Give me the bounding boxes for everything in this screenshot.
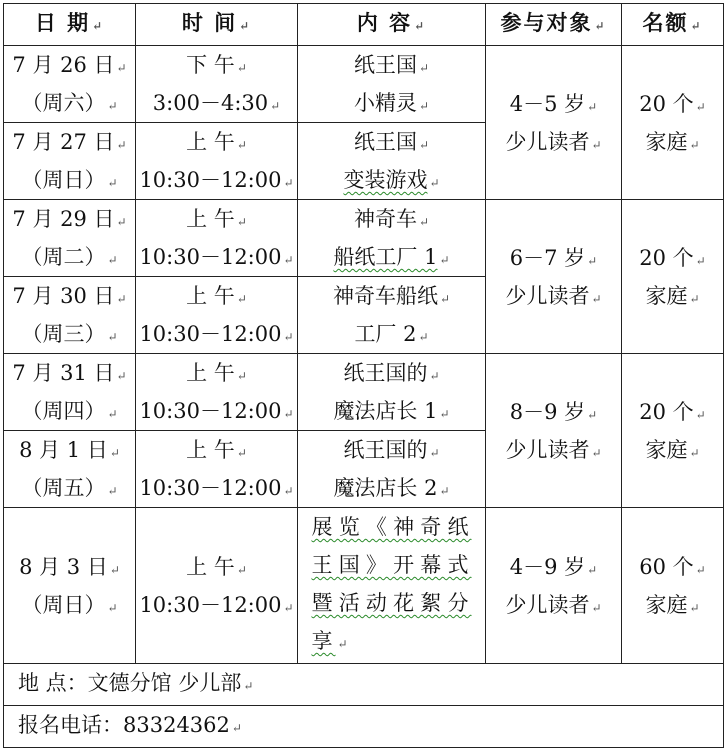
- header-row: [4, 4, 724, 46]
- header-content: 内 容 ↵: [298, 4, 486, 46]
- table-row: [4, 508, 724, 664]
- content-cell: 纸王国 ↵ 变装游戏 ↵: [298, 123, 486, 200]
- location-row: [4, 664, 724, 706]
- content-cell: 神奇车 ↵ 船纸工厂 1 ↵: [298, 200, 486, 277]
- date-cell: 7 月 30 日 ↵ （周三） ↵: [4, 277, 136, 354]
- date-cell: 7 月 31 日 ↵ （周四） ↵: [4, 354, 136, 431]
- table-row: [4, 200, 724, 277]
- audience-cell: 4－9 岁 ↵ 少儿读者 ↵: [486, 508, 622, 664]
- header-audience: 参与对象 ↵: [486, 4, 622, 46]
- time-cell: 上 午 ↵ 10:30－12:00 ↵: [136, 354, 298, 431]
- time-cell: 下 午 ↵ 3:00－4:30 ↵: [136, 46, 298, 123]
- content-cell: 神奇车船纸 ↵ 工厂 2 ↵: [298, 277, 486, 354]
- time-cell: 上 午 ↵ 10:30－12:00 ↵: [136, 508, 298, 664]
- date-cell: 7 月 26 日 ↵ （周六） ↵: [4, 46, 136, 123]
- header-date: 日 期 ↵: [4, 4, 136, 46]
- time-cell: 上 午 ↵ 10:30－12:00 ↵: [136, 277, 298, 354]
- phone-cell: 报名电话：83324362 ↵: [4, 706, 724, 748]
- content-cell: 纸王国的 ↵ 魔法店长 1 ↵: [298, 354, 486, 431]
- time-cell: 上 午 ↵ 10:30－12:00 ↵: [136, 431, 298, 508]
- date-cell: 7 月 29 日 ↵ （周二） ↵: [4, 200, 136, 277]
- audience-cell: 6－7 岁 ↵ 少儿读者 ↵: [486, 200, 622, 354]
- date-cell: 8 月 3 日 ↵ （周日） ↵: [4, 508, 136, 664]
- time-cell: 上 午 ↵ 10:30－12:00 ↵: [136, 123, 298, 200]
- table-row: [4, 354, 724, 431]
- audience-cell: 4－5 岁 ↵ 少儿读者 ↵: [486, 46, 622, 200]
- date-cell: 8 月 1 日 ↵ （周五） ↵: [4, 431, 136, 508]
- quota-cell: 20 个 ↵ 家庭 ↵: [622, 46, 724, 200]
- table-row: [4, 46, 724, 123]
- quota-cell: 20 个 ↵ 家庭 ↵: [622, 354, 724, 508]
- time-cell: 上 午 ↵ 10:30－12:00 ↵: [136, 200, 298, 277]
- phone-row: [4, 706, 724, 748]
- quota-cell: 20 个 ↵ 家庭 ↵: [622, 200, 724, 354]
- content-cell: 纸王国 ↵ 小精灵 ↵: [298, 46, 486, 123]
- location-cell: 地 点：文德分馆 少儿部 ↵: [4, 664, 724, 706]
- header-time: 时 间 ↵: [136, 4, 298, 46]
- header-quota: 名额 ↵: [622, 4, 724, 46]
- quota-cell: 60 个 ↵ 家庭 ↵: [622, 508, 724, 664]
- date-cell: 7 月 27 日 ↵ （周日） ↵: [4, 123, 136, 200]
- content-cell: 纸王国的 ↵ 魔法店长 2 ↵: [298, 431, 486, 508]
- activity-schedule-table: [3, 3, 724, 748]
- content-cell: 展览《神奇纸王国》开幕式暨活动花絮分享 ↵: [298, 508, 486, 664]
- audience-cell: 8－9 岁 ↵ 少儿读者 ↵: [486, 354, 622, 508]
